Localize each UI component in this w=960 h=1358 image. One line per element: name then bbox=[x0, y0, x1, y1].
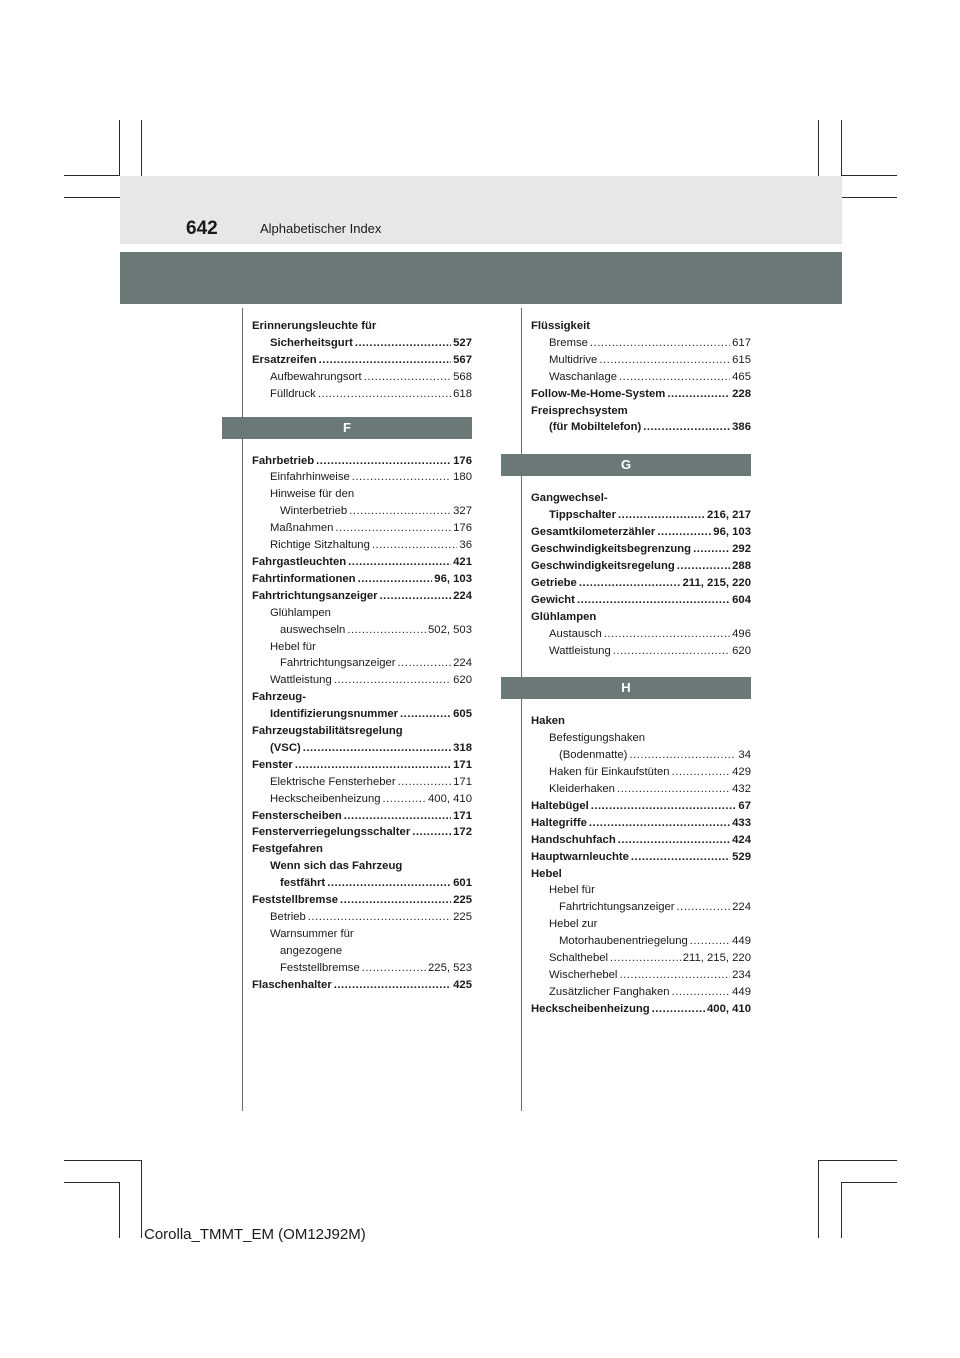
index-entry bbox=[531, 386, 751, 403]
leader-dots bbox=[631, 849, 730, 866]
column-divider-middle bbox=[521, 308, 522, 1111]
leader-dots bbox=[579, 575, 681, 592]
index-entry-term: Fahrtrichtungsanzeiger bbox=[280, 657, 396, 670]
leader-dots bbox=[610, 950, 681, 967]
index-entry bbox=[252, 639, 472, 673]
index-page-ref: 288 bbox=[732, 559, 751, 572]
leader-dots bbox=[364, 369, 451, 386]
index-entry-term: Flaschenhalter bbox=[252, 978, 332, 991]
leader-dots bbox=[318, 386, 451, 403]
index-entry bbox=[531, 643, 751, 660]
leader-dots bbox=[690, 933, 730, 950]
index-entry bbox=[531, 352, 751, 369]
index-page-ref: 502, 503 bbox=[428, 623, 472, 636]
index-page-ref: 432 bbox=[732, 783, 751, 796]
index-entry bbox=[252, 469, 472, 486]
leader-dots bbox=[303, 740, 451, 757]
crop-mark bbox=[841, 1182, 842, 1238]
leader-dots bbox=[599, 352, 730, 369]
leader-dots bbox=[677, 899, 731, 916]
letter-heading-f: F bbox=[222, 417, 472, 439]
crop-mark bbox=[64, 1160, 142, 1161]
leader-dots bbox=[334, 672, 451, 689]
index-entry-term: Multidrive bbox=[549, 353, 598, 366]
index-page-ref: 172 bbox=[453, 826, 472, 839]
index-entry-term: Fahrtinformationen bbox=[252, 572, 356, 585]
leader-dots bbox=[613, 643, 730, 660]
leader-dots bbox=[618, 832, 730, 849]
index-column-left bbox=[252, 318, 472, 994]
leader-dots bbox=[316, 453, 451, 470]
crop-mark bbox=[141, 1160, 142, 1238]
leader-dots bbox=[348, 554, 451, 571]
index-block bbox=[531, 490, 751, 659]
index-entry-label: Hebel bbox=[531, 867, 562, 880]
index-page-ref: 224 bbox=[732, 901, 751, 914]
index-entry-term: Heckscheibenheizung bbox=[270, 792, 381, 805]
index-page-ref: 318 bbox=[453, 741, 472, 754]
index-entry-term: Fahrtrichtungsanzeiger bbox=[559, 901, 675, 914]
index-page-ref: 36 bbox=[459, 539, 472, 552]
index-entry-term: Waschanlage bbox=[549, 370, 618, 383]
index-entry-label: Gangwechsel- bbox=[531, 492, 608, 505]
index-page-ref: 465 bbox=[732, 370, 751, 383]
index-entry-term: Gewicht bbox=[531, 593, 575, 606]
index-page-ref: 529 bbox=[732, 850, 751, 863]
index-entry bbox=[531, 713, 751, 764]
index-entry-label: Haken bbox=[531, 715, 565, 728]
leader-dots bbox=[344, 808, 451, 825]
index-page-ref: 620 bbox=[453, 674, 472, 687]
index-page-ref: 327 bbox=[453, 505, 472, 518]
index-entry bbox=[252, 841, 472, 892]
leader-dots bbox=[617, 781, 730, 798]
index-entry bbox=[252, 352, 472, 369]
page-number: 642 bbox=[186, 218, 218, 239]
index-page-ref: 171 bbox=[453, 809, 472, 822]
index-entry bbox=[252, 520, 472, 537]
index-entry-term: Winterbetrieb bbox=[280, 505, 348, 518]
index-page-ref: 180 bbox=[453, 471, 472, 484]
section-title: Alphabetischer Index bbox=[260, 221, 382, 236]
crop-mark bbox=[64, 175, 120, 176]
leader-dots bbox=[352, 469, 451, 486]
index-page-ref: 386 bbox=[732, 421, 751, 434]
index-entry bbox=[252, 909, 472, 926]
index-entry-term: Fenster bbox=[252, 758, 293, 771]
crop-mark bbox=[64, 1182, 120, 1183]
index-block bbox=[252, 453, 472, 994]
index-page-ref: 618 bbox=[453, 387, 472, 400]
index-entry-term: Aufbewahrungsort bbox=[270, 370, 362, 383]
index-entry-label: Glühlampen bbox=[270, 606, 331, 619]
index-entry-label: Festgefahren bbox=[252, 843, 323, 856]
index-page-ref: 620 bbox=[732, 644, 751, 657]
leader-dots bbox=[619, 369, 730, 386]
index-entry bbox=[252, 824, 472, 841]
index-entry-term: Fülldruck bbox=[270, 387, 316, 400]
crop-mark bbox=[119, 120, 120, 176]
index-entry-term: Wattleistung bbox=[270, 674, 332, 687]
index-entry bbox=[531, 764, 751, 781]
index-entry-term: Ersatzreifen bbox=[252, 353, 317, 366]
index-entry bbox=[252, 808, 472, 825]
index-block bbox=[252, 318, 472, 403]
index-entry-term: Bremse bbox=[549, 336, 588, 349]
index-entry bbox=[531, 832, 751, 849]
leader-dots bbox=[308, 909, 451, 926]
index-entry-term: Schalthebel bbox=[549, 952, 609, 965]
index-page-ref: 449 bbox=[732, 935, 751, 948]
index-entry bbox=[531, 950, 751, 967]
crop-mark bbox=[841, 175, 897, 176]
index-page-ref: 421 bbox=[453, 555, 472, 568]
index-entry bbox=[531, 592, 751, 609]
index-page-ref: 216, 217 bbox=[707, 509, 751, 522]
index-entry-term: Fahrtrichtungsanzeiger bbox=[252, 589, 378, 602]
leader-dots bbox=[295, 757, 451, 774]
index-page-ref: 604 bbox=[732, 593, 751, 606]
leader-dots bbox=[380, 588, 452, 605]
index-page-ref: 568 bbox=[453, 370, 472, 383]
leader-dots bbox=[327, 875, 451, 892]
index-page-ref: 400, 410 bbox=[428, 792, 472, 805]
index-entry bbox=[252, 318, 472, 352]
index-entry bbox=[252, 571, 472, 588]
index-entry bbox=[252, 588, 472, 605]
leader-dots bbox=[629, 747, 736, 764]
index-entry-label: Hebel zur bbox=[549, 918, 598, 931]
index-entry-term: Fensterverriegelungsschalter bbox=[252, 826, 411, 839]
index-entry bbox=[252, 486, 472, 520]
index-page-ref: 211, 215, 220 bbox=[682, 576, 751, 589]
index-entry-label: Erinnerungsleuchte für bbox=[252, 320, 377, 332]
index-entry bbox=[252, 605, 472, 639]
index-entry bbox=[252, 554, 472, 571]
header-band bbox=[120, 176, 842, 244]
index-entry bbox=[531, 984, 751, 1001]
index-entry-term: Haltegriffe bbox=[531, 816, 587, 829]
index-page-ref: 225 bbox=[453, 894, 472, 907]
index-entry-term: Wischerhebel bbox=[549, 969, 618, 981]
index-entry-label: Freisprechsystem bbox=[531, 404, 628, 417]
index-entry bbox=[531, 609, 751, 643]
index-entry-term: Einfahrhinweise bbox=[270, 471, 350, 484]
index-entry bbox=[531, 541, 751, 558]
index-page-ref: 224 bbox=[453, 589, 472, 602]
index-entry-term: Geschwindigkeitsregelung bbox=[531, 559, 675, 572]
index-entry bbox=[252, 723, 472, 757]
index-page-ref: 211, 215, 220 bbox=[682, 952, 751, 965]
index-entry-label: Flüssigkeit bbox=[531, 320, 591, 332]
index-entry-label: Hebel für bbox=[549, 884, 595, 897]
leader-dots bbox=[398, 655, 452, 672]
index-entry bbox=[252, 791, 472, 808]
index-entry bbox=[531, 318, 751, 352]
crop-mark bbox=[818, 1160, 897, 1161]
leader-dots bbox=[340, 892, 451, 909]
leader-dots bbox=[589, 815, 730, 832]
index-entry-term: Elektrische Fensterheber bbox=[270, 775, 396, 788]
crop-mark bbox=[818, 1160, 819, 1238]
index-entry-term: Handschuhfach bbox=[531, 833, 616, 846]
index-page-ref: 424 bbox=[732, 833, 751, 846]
leader-dots bbox=[652, 1001, 705, 1018]
index-entry-term: Getriebe bbox=[531, 576, 577, 589]
leader-dots bbox=[412, 824, 451, 841]
index-page-ref: 601 bbox=[453, 877, 472, 890]
index-entry bbox=[252, 689, 472, 723]
leader-dots bbox=[590, 335, 730, 352]
index-page-ref: 224 bbox=[453, 657, 472, 670]
index-entry-term: Austausch bbox=[549, 627, 602, 640]
index-entry-term: Hauptwarnleuchte bbox=[531, 850, 629, 863]
index-page-ref: 496 bbox=[732, 627, 751, 640]
leader-dots bbox=[677, 558, 730, 575]
index-entry bbox=[531, 815, 751, 832]
index-entry-term: Fahrgastleuchten bbox=[252, 555, 347, 568]
letter-heading-h: H bbox=[501, 677, 751, 699]
leader-dots bbox=[618, 507, 705, 524]
leader-dots bbox=[362, 960, 426, 977]
index-entry-term: Kleiderhaken bbox=[549, 783, 615, 796]
index-entry bbox=[252, 672, 472, 689]
index-page-ref: 605 bbox=[453, 708, 472, 721]
header-dark-band bbox=[120, 252, 842, 304]
index-entry-term: (für Mobiltelefon) bbox=[549, 421, 642, 434]
index-entry-term: Follow-Me-Home-System bbox=[531, 387, 666, 400]
index-entry-term: Richtige Sitzhaltung bbox=[270, 539, 370, 552]
index-page-ref: 171 bbox=[453, 775, 472, 788]
index-entry-term: Fahrbetrieb bbox=[252, 454, 315, 467]
index-entry-term: (Bodenmatte) bbox=[559, 749, 628, 762]
index-entry-label: Glühlampen bbox=[531, 610, 597, 623]
index-page-ref: 67 bbox=[738, 799, 751, 812]
index-entry bbox=[531, 575, 751, 592]
index-entry bbox=[531, 524, 751, 541]
index-entry bbox=[531, 490, 751, 524]
leader-dots bbox=[398, 774, 452, 791]
index-entry bbox=[252, 453, 472, 470]
leader-dots bbox=[335, 520, 451, 537]
leader-dots bbox=[400, 706, 451, 723]
index-entry bbox=[531, 849, 751, 866]
index-page-ref: 234 bbox=[732, 969, 751, 981]
index-entry bbox=[252, 386, 472, 403]
index-entry bbox=[252, 977, 472, 994]
index-entry-term: Tippschalter bbox=[549, 509, 616, 522]
leader-dots bbox=[349, 503, 451, 520]
leader-dots bbox=[372, 537, 458, 554]
index-entry-term: Gesamtkilometerzähler bbox=[531, 526, 656, 539]
index-entry bbox=[252, 892, 472, 909]
index-entry-label: Hebel für bbox=[270, 640, 316, 653]
leader-dots bbox=[693, 541, 730, 558]
leader-dots bbox=[358, 571, 433, 588]
index-entry bbox=[531, 781, 751, 798]
index-entry-term: Geschwindigkeitsbegrenzung bbox=[531, 543, 692, 556]
index-entry-label: Fahrzeug- bbox=[252, 691, 306, 704]
index-page-ref: 429 bbox=[732, 766, 751, 779]
index-block bbox=[531, 318, 751, 436]
index-page-ref: 292 bbox=[732, 543, 751, 556]
leader-dots bbox=[347, 622, 426, 639]
index-column-right bbox=[531, 318, 751, 1018]
leader-dots bbox=[383, 791, 426, 808]
index-entry-label: Hinweise für den bbox=[270, 488, 355, 501]
index-entry-term: Haltebügel bbox=[531, 799, 589, 812]
leader-dots bbox=[672, 984, 731, 1001]
index-entry bbox=[531, 558, 751, 575]
index-page-ref: 425 bbox=[453, 978, 472, 991]
index-entry bbox=[252, 926, 472, 977]
index-entry bbox=[531, 916, 751, 950]
footer-document-id: Corolla_TMMT_EM (OM12J92M) bbox=[144, 1226, 366, 1243]
index-entry-term: Motorhaubenentriegelung bbox=[559, 935, 688, 948]
index-entry bbox=[252, 757, 472, 774]
index-page-ref: 228 bbox=[732, 387, 751, 400]
index-entry bbox=[531, 1001, 751, 1018]
index-entry-term: Feststellbremse bbox=[252, 894, 339, 907]
index-entry-term: Haken für Einkaufstüten bbox=[549, 766, 670, 779]
index-page-ref: 96, 103 bbox=[713, 526, 751, 539]
index-entry-term: Maßnahmen bbox=[270, 522, 334, 535]
index-entry-label: Befestigungshaken bbox=[549, 732, 646, 745]
index-block bbox=[531, 713, 751, 1017]
index-entry bbox=[531, 798, 751, 815]
leader-dots bbox=[334, 977, 451, 994]
index-entry-term: Wattleistung bbox=[549, 644, 611, 657]
leader-dots bbox=[657, 524, 711, 541]
index-page-ref: 567 bbox=[453, 353, 472, 366]
index-entry-term: auswechseln bbox=[280, 623, 346, 636]
index-page-ref: 615 bbox=[732, 353, 751, 366]
leader-dots bbox=[591, 798, 737, 815]
index-page-ref: 225 bbox=[453, 911, 472, 923]
index-page-ref: 400, 410 bbox=[707, 1002, 751, 1015]
index-entry-term: Betrieb bbox=[270, 911, 306, 923]
index-page-ref: 176 bbox=[453, 522, 472, 535]
leader-dots bbox=[319, 352, 451, 369]
index-page-ref: 171 bbox=[453, 758, 472, 771]
leader-dots bbox=[667, 386, 730, 403]
crop-mark bbox=[119, 1182, 120, 1238]
crop-mark bbox=[841, 1182, 897, 1183]
index-entry bbox=[252, 774, 472, 791]
index-entry-label: Warnsummer für bbox=[270, 927, 354, 940]
index-page-ref: 449 bbox=[732, 985, 751, 998]
index-entry-label: Wenn sich das Fahrzeug bbox=[270, 860, 403, 873]
index-entry bbox=[252, 369, 472, 386]
index-page-ref: 225, 523 bbox=[428, 961, 472, 974]
index-entry bbox=[531, 866, 751, 917]
index-entry-term: Sicherheitsgurt bbox=[270, 336, 353, 349]
index-page-ref: 433 bbox=[732, 816, 751, 829]
index-entry bbox=[252, 537, 472, 554]
index-entry-term: Identifizierungsnummer bbox=[270, 708, 399, 721]
index-page-ref: 96, 103 bbox=[434, 572, 472, 585]
index-page-ref: 34 bbox=[738, 749, 751, 762]
letter-heading-g: G bbox=[501, 454, 751, 476]
crop-mark bbox=[841, 120, 842, 176]
index-entry-term: Feststellbremse bbox=[280, 961, 360, 974]
index-page-ref: 176 bbox=[453, 454, 472, 467]
index-entry-term: Zusätzlicher Fanghaken bbox=[549, 985, 670, 998]
index-entry bbox=[531, 403, 751, 437]
index-entry-term: Heckscheibenheizung bbox=[531, 1002, 650, 1015]
index-entry-label: Fahrzeugstabilitätsregelung bbox=[252, 725, 403, 738]
leader-dots bbox=[672, 764, 731, 781]
leader-dots bbox=[619, 967, 730, 984]
leader-dots bbox=[577, 592, 730, 609]
index-entry-label: angezogene bbox=[280, 944, 343, 957]
leader-dots bbox=[643, 419, 730, 436]
index-entry-term: festfährt bbox=[280, 877, 326, 890]
index-entry bbox=[531, 369, 751, 386]
index-page-ref: 527 bbox=[453, 336, 472, 349]
index-page-ref: 617 bbox=[732, 336, 751, 349]
index-entry bbox=[531, 967, 751, 984]
index-entry-term: (VSC) bbox=[270, 741, 301, 754]
index-entry-term: Fensterscheiben bbox=[252, 809, 342, 822]
leader-dots bbox=[355, 335, 451, 352]
leader-dots bbox=[604, 626, 730, 643]
